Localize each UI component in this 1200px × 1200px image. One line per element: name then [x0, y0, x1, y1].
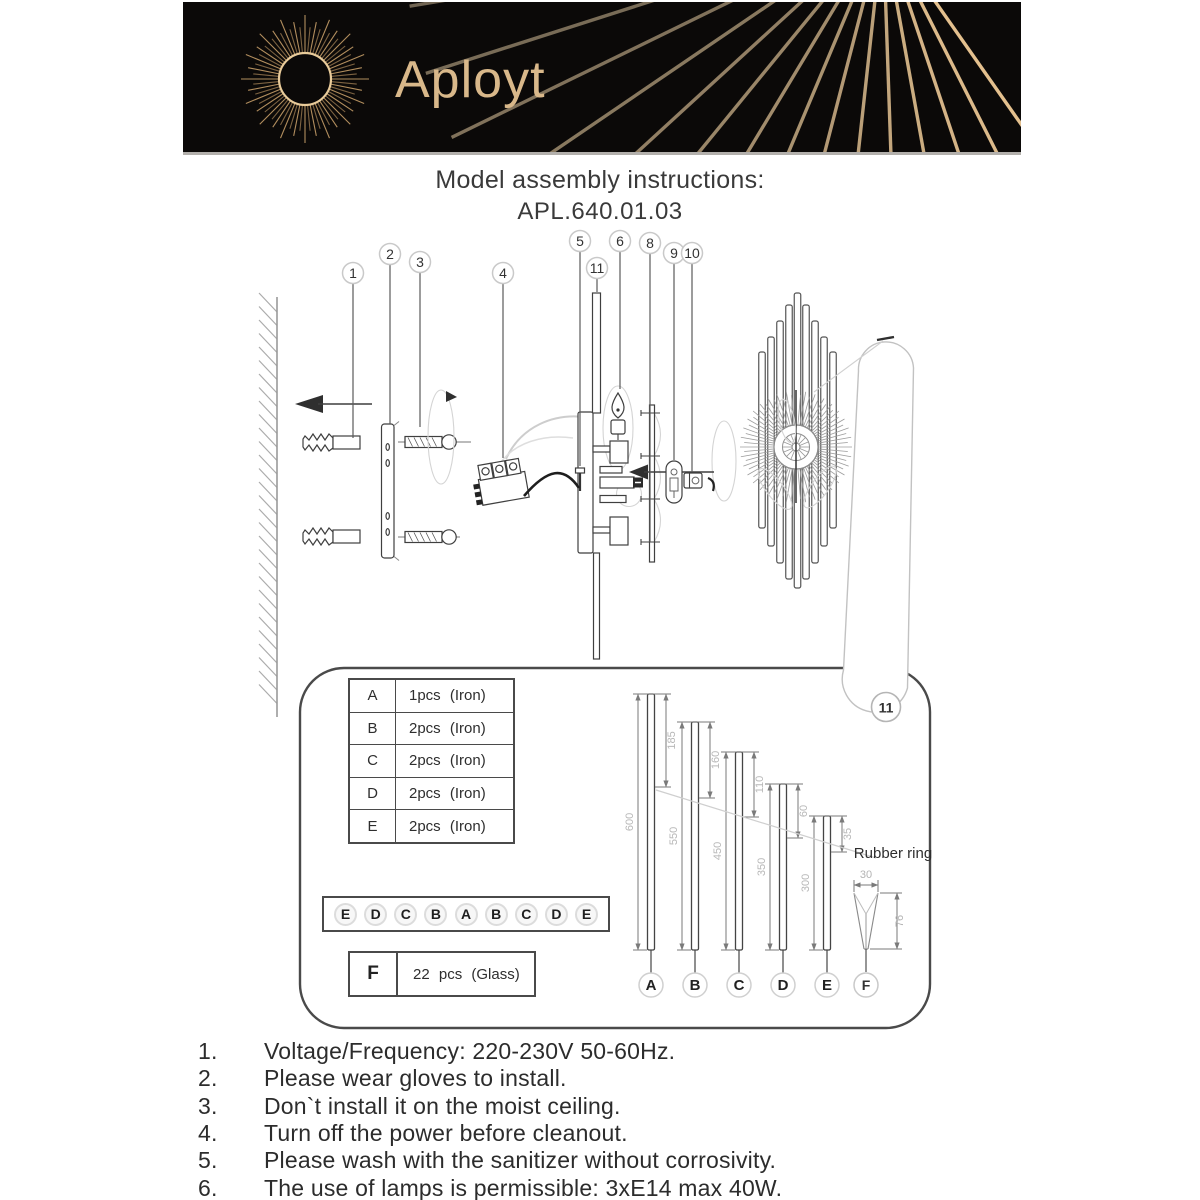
brand-banner [183, 2, 1021, 155]
part-qty: 22 pcs (Glass) [413, 965, 520, 983]
bulb [611, 393, 625, 440]
note-number: 1. [198, 1038, 218, 1065]
rod-total-dim: 550 [668, 826, 680, 846]
sequence-letter: B [485, 903, 508, 926]
wall-hatching [259, 293, 277, 704]
rubber-ring-label: Rubber ring [853, 845, 933, 862]
parts-table [348, 678, 515, 844]
part-letter: A [350, 680, 396, 712]
wall-plug [303, 434, 360, 451]
note-item [198, 1120, 782, 1147]
screw [398, 530, 460, 544]
callout-1: 1 [349, 265, 357, 281]
center-rod-lower [594, 553, 600, 659]
rod-letter: E [821, 977, 833, 994]
ring-width-dim: 30 [859, 869, 873, 881]
detail-ref-label: 11 [878, 699, 894, 716]
ring-height-dim: 76 [894, 914, 906, 928]
rod-insert-dim: 110 [754, 775, 766, 794]
part-letter: B [350, 713, 396, 745]
part-letter: D [350, 778, 396, 810]
sequence-letter: A [455, 903, 478, 926]
rod-insert-dim: 60 [798, 804, 810, 818]
table-row [350, 744, 513, 777]
callout-4: 4 [499, 265, 507, 281]
wall-mount-diagram [259, 293, 471, 717]
part-qty: 2pcs (Iron) [409, 785, 486, 803]
rod-letter: B [689, 977, 701, 994]
part-qty: 1pcs (Iron) [409, 687, 486, 705]
note-number: 5. [198, 1147, 218, 1174]
callout-3: 3 [416, 254, 424, 270]
rod-dimension-diagram [624, 694, 854, 997]
note-number: 3. [198, 1092, 218, 1119]
rod-total-dim: 600 [624, 812, 636, 832]
rod-letter: C [733, 977, 745, 994]
rod-insert-dim: 160 [710, 750, 722, 770]
brand-logo-icon [241, 15, 369, 143]
rod-letter-F: F [861, 977, 871, 993]
note-item [198, 1065, 782, 1092]
rod-letter: A [645, 977, 657, 994]
wall-plug [303, 528, 360, 545]
note-text: The use of lamps is permissible: 3xE14 max 40W. [264, 1174, 783, 1200]
rod-insert-dim: 185 [666, 731, 678, 750]
instruction-notes [198, 1038, 782, 1200]
callout-2: 2 [386, 246, 394, 262]
part-qty: 2pcs (Iron) [409, 752, 486, 770]
terminal-block [470, 458, 529, 507]
wire [524, 473, 579, 496]
callout-11: 11 [589, 260, 605, 276]
callout-6: 6 [616, 233, 624, 249]
note-text: Please wash with the sanitizer without corrosivity. [264, 1147, 777, 1174]
note-text: Please wear gloves to install. [264, 1065, 567, 1092]
sequence-letter: E [575, 903, 598, 926]
screw [398, 435, 471, 449]
part-capsule [666, 461, 682, 503]
center-rod [593, 293, 601, 413]
part-qty: 2pcs (Iron) [409, 719, 486, 737]
note-number: 4. [198, 1120, 218, 1147]
note-item [198, 1147, 782, 1174]
note-number: 2. [198, 1065, 218, 1092]
callout-5: 5 [576, 233, 584, 249]
model-number: APL.640.01.03 [517, 198, 683, 225]
glass-parts-table [348, 951, 536, 997]
center-bar [600, 477, 634, 488]
table-row [350, 777, 513, 810]
rod-total-dim: 300 [800, 873, 812, 893]
sequence-letter: D [364, 903, 387, 926]
table-row [350, 809, 513, 842]
assembly-sequence-strip [322, 896, 610, 932]
sequence-letter: B [424, 903, 447, 926]
doc-title: Model assembly instructions: [435, 166, 765, 194]
sequence-letter: D [545, 903, 568, 926]
part-letter: F [350, 953, 398, 995]
rubber-ring-detail [854, 845, 932, 997]
rod-letter: D [777, 977, 789, 994]
rotate-arrow-icon [446, 391, 457, 402]
sequence-letter: C [515, 903, 538, 926]
brand-name: Aployt [395, 51, 546, 109]
callout-9: 9 [670, 245, 678, 261]
part-letter: C [350, 745, 396, 777]
part-fitting [684, 473, 702, 488]
banner-art [183, 2, 1021, 152]
part-qty: 2pcs (Iron) [409, 817, 486, 835]
table-row [350, 680, 513, 712]
note-item [198, 1093, 782, 1120]
note-text: Don`t install it on the moist ceiling. [264, 1092, 621, 1119]
note-item [198, 1174, 782, 1200]
sequence-letter: E [334, 903, 357, 926]
upper-arm [610, 441, 628, 463]
sequence-letter: C [394, 903, 417, 926]
bracket-wiring-diagram [470, 293, 736, 659]
zoom-balloon [842, 342, 913, 712]
tube-rack [641, 405, 661, 562]
callout-10: 10 [684, 245, 700, 261]
table-row [350, 712, 513, 745]
rod-total-dim: 450 [712, 841, 724, 861]
rod-total-dim: 350 [756, 857, 768, 877]
part-letter: E [350, 810, 396, 842]
rod-insert-dim: 35 [842, 827, 854, 841]
mounting-plate [382, 422, 400, 561]
note-number: 6. [198, 1174, 218, 1200]
callout-8: 8 [646, 235, 654, 251]
finished-lamp-diagram [740, 293, 852, 588]
note-item [198, 1038, 782, 1065]
lower-arm [610, 517, 628, 545]
note-text: Turn off the power before cleanout. [264, 1120, 628, 1147]
note-text: Voltage/Frequency: 220-230V 50-60Hz. [264, 1038, 676, 1065]
